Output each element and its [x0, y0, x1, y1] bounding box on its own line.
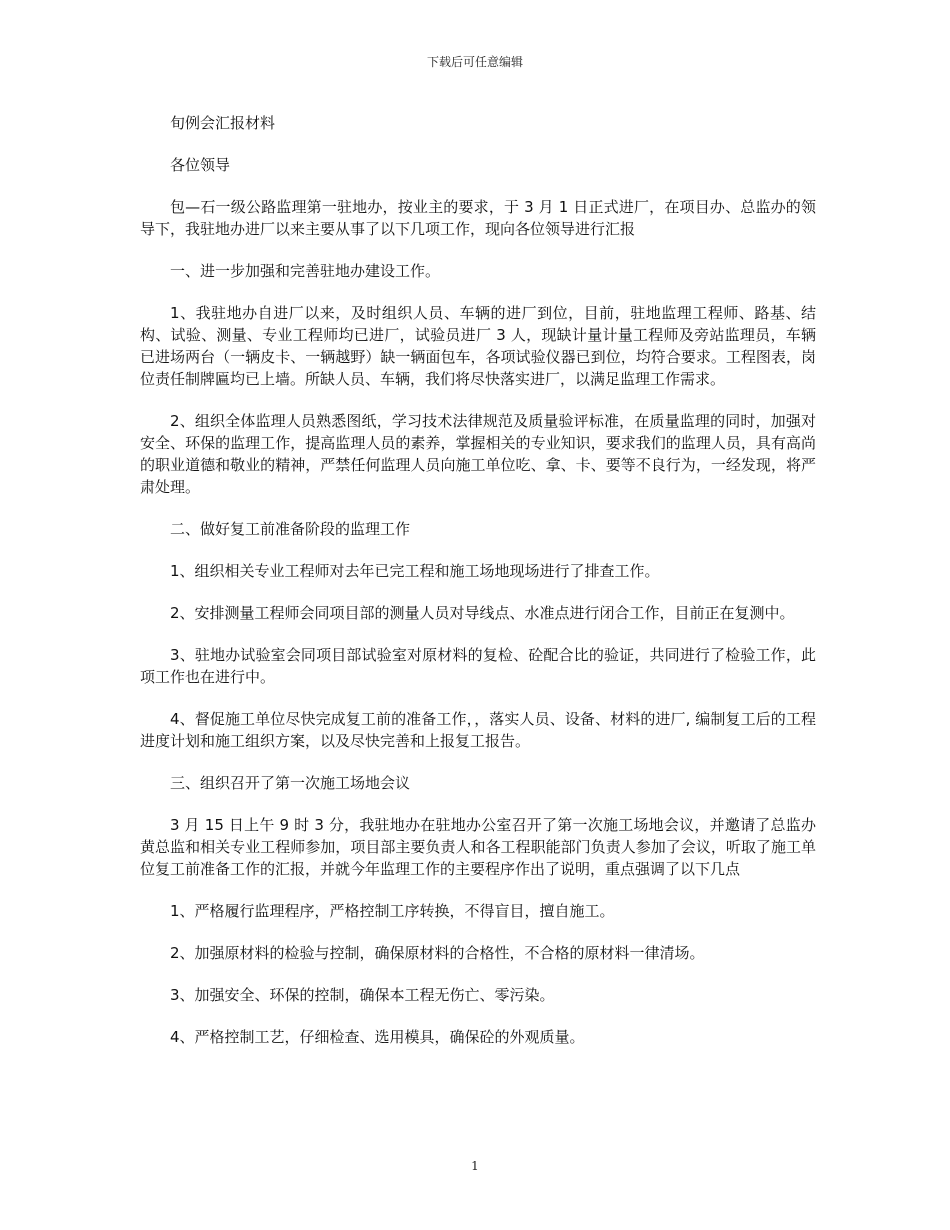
document-body [140, 112, 816, 1068]
intro-paragraph: 包—石一级公路监理第一驻地办，按业主的要求，于 3 月 1 日正式进厂，在项目办、总监办的领导下，我驻地办进厂以来主要从事了以下几项工作，现向各位领导进行汇报 [140, 198, 816, 238]
section-2-item-3: 3、驻地办试验室会同项目部试验室对原材料的复检、砼配合比的验证，共同进行了检验工作，此项工作也在进行中。 [140, 646, 816, 686]
section-2-item-4: 4、督促施工单位尽快完成复工前的准备工作，，落实人员、设备、材料的进厂, 编制复工后的工程进度计划和施工组织方案，以及尽快完善和上报复工报告。 [140, 710, 816, 750]
section-3-paragraph: 3 月 15 日上午 9 时 3 分，我驻地办在驻地办公室召开了第一次施工场地会议，并邀请了总监办黄总监和相关专业工程师参加，项目部主要负责人和各工程职能部门负责人参加了会议，听取了施工单位复工前准备工作的汇报，并就今年监理工作的主要程序作出了说明，重点强调了以下几点 [140, 816, 816, 878]
section-2-item-1: 1、组织相关专业工程师对去年已完工程和施工场地现场进行了排查工作。 [170, 562, 660, 580]
salutation: 各位领导 [170, 156, 231, 174]
page-number: 1 [471, 1159, 479, 1173]
section-heading-1: 一、进一步加强和完善驻地办建设工作。 [170, 262, 441, 280]
page-header: 下载后可任意编辑 [426, 55, 523, 69]
section-2-item-2: 2、安排测量工程师会同项目部的测量人员对导线点、水准点进行闭合工作，目前正在复测中。 [170, 604, 795, 622]
section-3-point-4: 4、严格控制工艺，仔细检查、选用模具，确保砼的外观质量。 [170, 1028, 585, 1046]
section-heading-3: 三、组织召开了第一次施工场地会议 [170, 774, 411, 792]
section-3-point-1: 1、严格履行监理程序，严格控制工序转换，不得盲目，擅自施工。 [170, 902, 615, 920]
document-title: 旬例会汇报材料 [170, 114, 276, 132]
section-3-point-3: 3、加强安全、环保的控制，确保本工程无伤亡、零污染。 [170, 986, 555, 1004]
section-3-point-2: 2、加强原材料的检验与控制，确保原材料的合格性，不合格的原材料一律清场。 [170, 944, 705, 962]
section-1-item-2: 2、组织全体监理人员熟悉图纸，学习技术法律规范及质量验评标准，在质量监理的同时，加强对安全、环保的监理工作，提高监理人员的素养，掌握相关的专业知识，要求我们的监理人员，具有高尚的职业道德和敬业的精神，严禁任何监理人员向施工单位吃、拿、卡、要等不良行为，一经发现，将严肃处理。 [140, 412, 816, 496]
section-heading-2: 二、做好复工前准备阶段的监理工作 [170, 520, 411, 538]
section-1-item-1: 1、我驻地办自进厂以来，及时组织人员、车辆的进厂到位，目前，驻地监理工程师、路基、结构、试验、测量、专业工程师均已进厂，试验员进厂 3 人，现缺计量计量工程师及旁站监理员，车辆已进场两台（一辆皮卡、一辆越野）缺一辆面包车，各项试验仪器已到位，均符合要求。工程图表，岗位责任制牌匾均已上墙。所缺人员、车辆，我们将尽快落实进厂，以满足监理工作需求。 [140, 304, 816, 388]
